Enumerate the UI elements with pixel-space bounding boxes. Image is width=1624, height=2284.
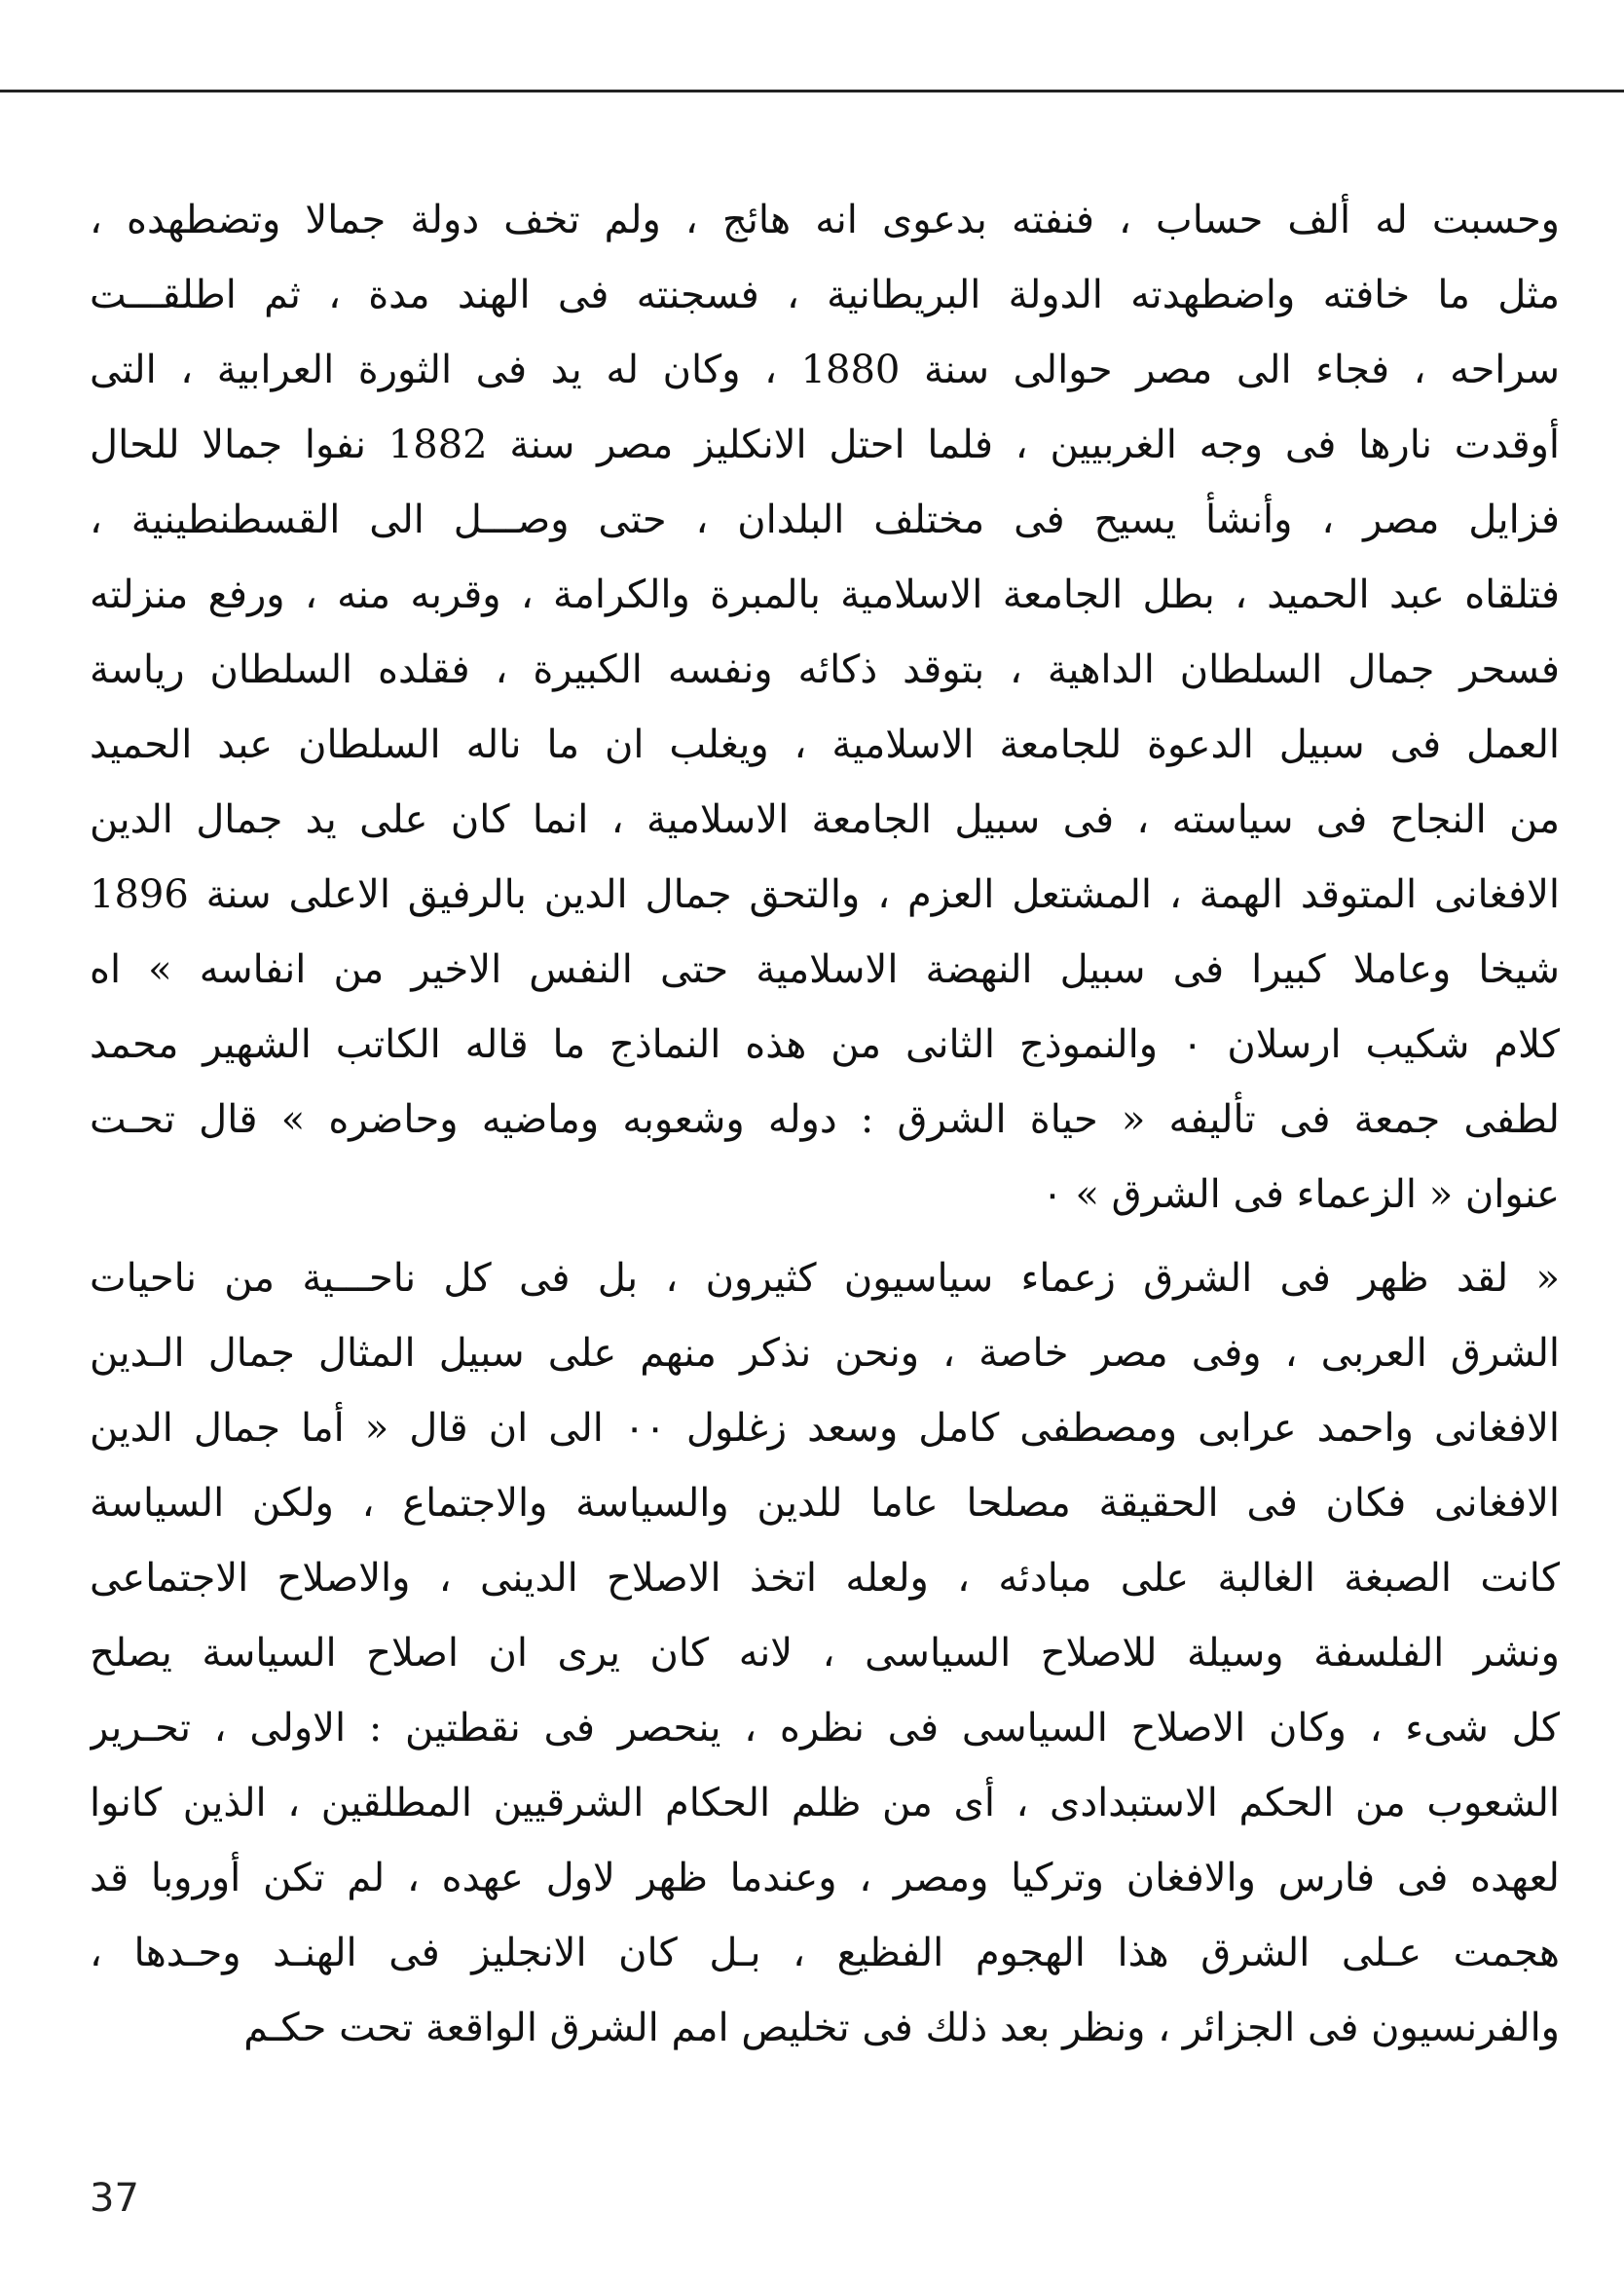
- text-line: كل شىء ، وكان الاصلاح السياسى فى نظره ، ينحصر فى نقطتين : الاولى ، تحـرير: [90, 1706, 1560, 1750]
- text-line: أوقدت نارها فى وجه الغربيين ، فلما احتل الانكليز مصر سنة 1882 نفوا جمالا للحال: [90, 423, 1560, 467]
- text-line: والفرنسيون فى الجزائر ، ونظر بعد ذلك فى تخليص امم الشرق الواقعة تحت حكـم: [243, 2006, 1560, 2050]
- paragraph-2: [90, 1241, 1560, 2066]
- text-line: لعهده فى فارس والافغان وتركيا ومصر ، وعندما ظهر لاول عهده ، لم تكن أوروبا قد: [90, 1856, 1560, 1900]
- text-line: عنوان « الزعماء فى الشرق » ٠: [1042, 1172, 1560, 1217]
- text-line: شيخا وعاملا كبيرا فى سبيل النهضة الاسلامية حتى النفس الاخير من انفاسه » اه: [90, 947, 1560, 992]
- text-line: الشعوب من الحكم الاستبدادى ، أى من ظلم الحكام الشرقيين المطلقين ، الذين كانوا: [90, 1781, 1560, 1825]
- text-line: ونشر الفلسفة وسيلة للاصلاح السياسى ، لانه كان يرى ان اصلاح السياسة يصلح: [90, 1631, 1560, 1676]
- text-line: الشرق العربى ، وفى مصر خاصة ، ونحن نذكر منهم على سبيل المثال جمال الـدين: [90, 1331, 1560, 1376]
- text-line: من النجاح فى سياسته ، فى سبيل الجامعة الاسلامية ، انما كان على يد جمال الدين: [90, 797, 1560, 842]
- text-line: لطفى جمعة فى تأليفه « حياة الشرق : دوله وشعوبه وماضيه وحاضره » قال تحـت: [90, 1097, 1560, 1142]
- text-line: فسحر جمال السلطان الداهية ، بتوقد ذكائه ونفسه الكبيرة ، فقلده السلطان رياسة: [90, 647, 1560, 692]
- text-line: فتلقاه عبد الحميد ، بطل الجامعة الاسلامية بالمبرة والكرامة ، وقربه منه ، ورفع منزلته: [90, 572, 1560, 617]
- text-line: هجمت عـلى الشرق هذا الهجوم الفظيع ، بـل كان الانجليز فى الهنـد وحـدها ،: [90, 1931, 1560, 1975]
- top-rule: [0, 90, 1624, 92]
- text-line: فزايل مصر ، وأنشأ يسيح فى مختلف البلدان ، حتى وصـــل الى القسطنطينية ،: [90, 497, 1560, 542]
- text-line: مثل ما خافته واضطهدته الدولة البريطانية ، فسجنته فى الهند مدة ، ثم اطلقـــت: [90, 273, 1560, 317]
- paragraph-1: [90, 183, 1560, 1233]
- text-line: العمل فى سبيل الدعوة للجامعة الاسلامية ، ويغلب ان ما ناله السلطان عبد الحميد: [90, 722, 1560, 767]
- text-line: الافغانى واحمد عرابى ومصطفى كامل وسعد زغلول ٠٠ الى ان قال « أما جمال الدين: [90, 1406, 1560, 1451]
- page-number: 37: [90, 2176, 139, 2221]
- text-line: كانت الصبغة الغالبة على مبادئه ، ولعله اتخذ الاصلاح الدينى ، والاصلاح الاجتماعى: [90, 1556, 1560, 1601]
- text-line: الافغانى المتوقد الهمة ، المشتعل العزم ، والتحق جمال الدين بالرفيق الاعلى سنة 1896: [90, 872, 1560, 917]
- text-line: سراحه ، فجاء الى مصر حوالى سنة 1880 ، وكان له يد فى الثورة العرابية ، التى: [90, 348, 1560, 392]
- text-line: وحسبت له ألف حساب ، فنفته بدعوى انه هائج ، ولم تخف دولة جمالا وتضطهده ،: [90, 198, 1560, 242]
- text-line: كلام شكيب ارسلان ٠ والنموذج الثانى من هذه النماذج ما قاله الكاتب الشهير محمد: [90, 1022, 1560, 1067]
- text-line: الافغانى فكان فى الحقيقة مصلحا عاما للدين والسياسة والاجتماع ، ولكن السياسة: [90, 1481, 1560, 1526]
- text-line: « لقد ظهر فى الشرق زعماء سياسيون كثيرون ، بل فى كل ناحـــية من ناحيات: [90, 1256, 1560, 1301]
